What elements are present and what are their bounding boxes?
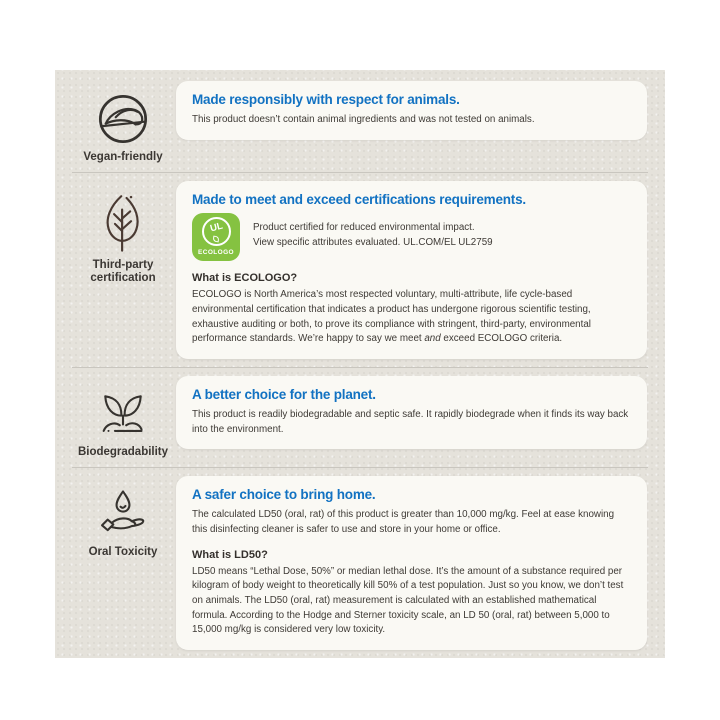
card-body: This product doesn’t contain animal ingredients and was not tested on animals. [192, 114, 535, 125]
vegan-icon-column [70, 81, 176, 164]
ecologo-badge [192, 213, 240, 261]
card-body: The calculated LD50 (oral, rat) of this product is greater than 10,000 mg/kg. Feel at ease knowing this disinfecting cleaner is safer to use and store in your home or office. [192, 509, 615, 535]
leaf-icon [94, 190, 152, 256]
section-label: Oral Toxicity [88, 546, 158, 559]
ecologo-badge-name: ECOLOGO [197, 249, 235, 257]
certification-icon-column [70, 181, 176, 285]
certification-line2: View specific attributes evaluated. UL.COM/EL UL2759 [253, 236, 493, 248]
section-vegan-friendly [70, 81, 650, 164]
leaf-glyph-icon [212, 236, 219, 243]
ecologo-badge-row [192, 213, 631, 261]
card-heading: A safer choice to bring home. [192, 487, 376, 503]
subheading: What is LD50? [192, 548, 268, 561]
sprout-icon [94, 385, 152, 443]
card-body: ECOLOGO is North America’s most respected voluntary, multi-attribute, life cycle-based environmental certification that indicates a product has undergone rigorous scientific testing, exhaustive auditing or both, to prove its compliance with stringent, third-party, environmental performance standards. We’re happy to say we meet and exceed ECOLOGO criteria. [192, 289, 591, 345]
certification-details [253, 213, 493, 250]
card-heading: Made responsibly with respect for animals. [192, 92, 460, 107]
section-label: Vegan-friendly [83, 151, 163, 163]
rabbit-circle-icon [94, 90, 152, 148]
section-divider [72, 367, 648, 368]
section-biodegradability [70, 376, 650, 459]
section-divider [72, 172, 648, 173]
biodegradability-card [176, 376, 647, 449]
vegan-card [176, 81, 647, 140]
subheading: What is ECOLOGO? [192, 272, 298, 285]
card-heading: A better choice for the planet. [192, 386, 376, 402]
section-third-party-certification [70, 181, 650, 359]
section-label: Biodegradability [77, 445, 169, 458]
certification-line1: Product certified for reduced environmental impact. [253, 222, 475, 234]
oral-toxicity-icon-column [70, 476, 176, 559]
section-oral-toxicity [70, 476, 650, 650]
card-heading: Made to meet and exceed certifications requirements. [192, 192, 526, 208]
section-divider [72, 467, 648, 468]
card-body: This product is readily biodegradable and septic safe. It rapidly biodegrade when it finds its way back into the environment. [192, 408, 629, 435]
eco-info-panel [55, 70, 665, 658]
hand-droplet-icon [94, 485, 152, 543]
ul-logo-icon: UL [202, 217, 231, 246]
section-label: Third-party certification [90, 259, 156, 285]
oral-toxicity-card [176, 476, 647, 650]
card-body-2: LD50 means “Lethal Dose, 50%” or median lethal dose. It’s the amount of a substance required per kilogram of body weight to theoretically kill 50% of a test population. Just so you know, we don’t test on animals. The LD50 (oral, rat) measurement is calculated with an established mathematical formula. According to the Hodge and Sterner toxicity scale, an LD 50 (oral, rat) between 5,000 to 15,000 mg/kg is considered very low toxicity. [192, 565, 624, 636]
biodegradability-icon-column [70, 376, 176, 459]
certification-card [176, 181, 647, 359]
